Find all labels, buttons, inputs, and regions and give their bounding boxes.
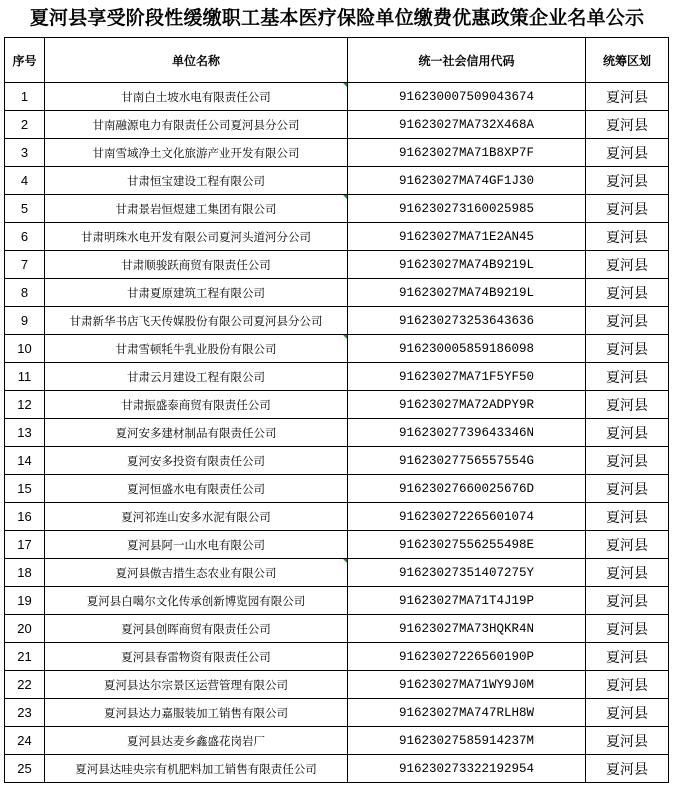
serial-number-text: 23 [17,705,32,720]
table-row [5,251,669,279]
serial-number-cell [5,195,45,223]
serial-number-cell [5,167,45,195]
table-row [5,559,669,587]
credit-code-cell [348,587,586,615]
region-cell [586,755,669,783]
serial-number-cell [5,503,45,531]
table-row [5,531,669,559]
credit-code-cell [348,615,586,643]
region-cell [586,83,669,111]
serial-number-text: 25 [17,761,32,776]
serial-number-cell [5,727,45,755]
company-name-text: 甘肃恒宝建设工程有限公司 [127,173,265,188]
region-cell [586,587,669,615]
credit-code-text: 91623027660025676D [398,481,535,496]
region-text: 夏河县 [606,117,648,134]
table-row [5,727,669,755]
serial-number-text: 19 [17,593,32,608]
credit-code-text: 91623027MA747RLH8W [398,705,535,720]
company-name-text: 甘南雪域净土文化旅游产业开发有限公司 [92,145,300,160]
serial-number-cell [5,251,45,279]
company-name-text: 夏河县达尔宗景区运营管理有限公司 [104,677,288,692]
table-row [5,363,669,391]
table-row [5,755,669,783]
credit-code-cell [348,559,586,587]
region-cell [586,503,669,531]
region-text: 夏河县 [606,565,648,582]
company-name-cell [45,755,348,783]
credit-code-cell [348,251,586,279]
company-name-cell [45,699,348,727]
credit-code-cell [348,671,586,699]
region-text: 夏河县 [606,145,648,162]
header-company-name: 单位名称 [45,38,348,83]
company-name-cell [45,391,348,419]
credit-code-text: 91623027MA72ADPY9R [398,397,535,412]
region-text: 夏河县 [606,509,648,526]
company-name-text: 甘南融源电力有限责任公司夏河县分公司 [92,117,300,132]
credit-code-cell [348,727,586,755]
serial-number-cell [5,139,45,167]
company-name-text: 夏河安多建材制品有限责任公司 [115,425,277,440]
credit-code-cell [348,363,586,391]
company-name-cell [45,419,348,447]
region-cell [586,447,669,475]
company-name-text: 夏河县达麦乡鑫盛花岗岩厂 [127,733,265,748]
credit-code-cell [348,279,586,307]
region-text: 夏河县 [606,313,648,330]
region-cell [586,363,669,391]
company-name-cell [45,307,348,335]
serial-number-text: 24 [17,733,32,748]
serial-number-cell [5,643,45,671]
serial-number-text: 20 [17,621,32,636]
credit-code-cell [348,195,586,223]
region-cell [586,223,669,251]
company-name-text: 夏河县达力嘉服装加工销售有限公司 [104,705,288,720]
region-cell [586,111,669,139]
company-name-cell [45,503,348,531]
serial-number-cell [5,447,45,475]
company-name-cell [45,111,348,139]
credit-code-text: 91623027226560190P [398,649,535,664]
table-row [5,643,669,671]
serial-number-text: 22 [17,677,32,692]
credit-code-text: 91623027351407275Y [398,565,535,580]
company-name-cell [45,587,348,615]
region-text: 夏河县 [606,621,648,638]
serial-number-text: 21 [17,649,32,664]
credit-code-text: 91623027MA71WY9J0M [398,677,535,692]
serial-number-cell [5,559,45,587]
credit-code-text: 91623027756557554G [398,453,535,468]
region-text: 夏河县 [606,761,648,778]
header-region: 统筹区划 [586,38,669,83]
credit-code-text: 91623027MA71B8XP7F [398,145,535,160]
serial-number-text: 10 [17,341,32,356]
credit-code-cell [348,643,586,671]
region-text: 夏河县 [606,369,648,386]
company-name-cell [45,363,348,391]
serial-number-cell [5,111,45,139]
company-name-cell [45,83,348,111]
company-name-cell [45,531,348,559]
table-row [5,587,669,615]
region-text: 夏河县 [606,397,648,414]
page-title: 夏河县享受阶段性缓缴职工基本医疗保险单位缴费优惠政策企业名单公示 [29,7,645,29]
region-text: 夏河县 [606,89,648,106]
table-row [5,699,669,727]
serial-number-text: 12 [17,397,32,412]
table-row [5,111,669,139]
company-name-text: 夏河县傲吉措生态农业有限公司 [115,565,277,580]
region-text: 夏河县 [606,649,648,666]
company-name-text: 甘肃夏原建筑工程有限公司 [127,285,265,300]
serial-number-cell [5,419,45,447]
table-row [5,139,669,167]
credit-code-cell [348,699,586,727]
serial-number-text: 2 [20,117,29,132]
credit-code-text: 91623027MA74GF1J30 [398,173,535,188]
company-name-text: 甘肃景岩恒煜建工集团有限公司 [115,201,277,216]
credit-code-text: 91623027MA71E2AN45 [398,229,535,244]
serial-number-cell [5,531,45,559]
table-row [5,447,669,475]
credit-code-cell [348,111,586,139]
region-text: 夏河县 [606,705,648,722]
serial-number-cell [5,755,45,783]
credit-code-text: 91623027MA73HQKR4N [398,621,535,636]
cell-comment-marker [343,559,347,563]
region-cell [586,335,669,363]
serial-number-text: 11 [17,369,32,384]
serial-number-text: 18 [17,565,32,580]
serial-number-text: 5 [20,201,29,216]
table-row [5,307,669,335]
serial-number-text: 6 [20,229,29,244]
company-name-text: 夏河县阿一山水电有限公司 [127,537,265,552]
company-name-text: 甘肃云月建设工程有限公司 [127,369,265,384]
serial-number-text: 9 [20,313,29,328]
company-name-cell [45,559,348,587]
region-cell [586,671,669,699]
serial-number-text: 17 [17,537,32,552]
company-name-text: 夏河县白噶尔文化传承创新博览园有限公司 [86,593,306,608]
serial-number-text: 15 [17,481,32,496]
credit-code-text: 91623027MA74B9219L [398,285,535,300]
table-header-row [5,38,669,83]
company-name-cell [45,139,348,167]
table-row [5,223,669,251]
region-text: 夏河县 [606,593,648,610]
header-credit-code: 统一社会信用代码 [348,38,586,83]
credit-code-cell [348,531,586,559]
company-name-text: 甘肃雪顿牦牛乳业股份有限公司 [115,341,277,356]
serial-number-text: 8 [20,285,29,300]
company-name-cell [45,167,348,195]
region-text: 夏河县 [606,733,648,750]
company-name-text: 夏河祁连山安多水泥有限公司 [121,509,271,524]
table-row [5,503,669,531]
region-cell [586,559,669,587]
table-row [5,83,669,111]
table-row [5,419,669,447]
table-row [5,615,669,643]
credit-code-text: 916230273160025985 [398,201,535,216]
credit-code-text: 91623027556255498E [398,537,535,552]
company-name-cell [45,671,348,699]
table-body [5,83,669,783]
credit-code-cell [348,755,586,783]
company-name-cell [45,223,348,251]
region-cell [586,279,669,307]
region-cell [586,307,669,335]
cell-comment-marker [343,83,347,87]
region-text: 夏河县 [606,537,648,554]
serial-number-cell [5,587,45,615]
credit-code-cell [348,335,586,363]
serial-number-cell [5,223,45,251]
region-cell [586,419,669,447]
serial-number-text: 14 [17,453,32,468]
serial-number-text: 13 [17,425,32,440]
credit-code-text: 91623027MA74B9219L [398,257,535,272]
region-cell [586,643,669,671]
serial-number-cell [5,475,45,503]
company-name-text: 夏河安多投资有限责任公司 [127,453,265,468]
company-name-cell [45,251,348,279]
serial-number-cell [5,671,45,699]
cell-comment-marker [343,335,347,339]
company-name-cell [45,447,348,475]
credit-code-text: 91623027MA732X468A [398,117,535,132]
credit-code-cell [348,475,586,503]
region-text: 夏河县 [606,173,648,190]
region-cell [586,531,669,559]
region-text: 夏河县 [606,285,648,302]
table-row [5,195,669,223]
credit-code-cell [348,139,586,167]
company-list-table [4,37,669,783]
credit-code-text: 916230005859186098 [398,341,535,356]
company-name-text: 甘肃明珠水电开发有限公司夏河头道河分公司 [81,229,311,244]
table-row [5,391,669,419]
company-name-cell [45,615,348,643]
region-cell [586,727,669,755]
region-text: 夏河县 [606,201,648,218]
table-row [5,335,669,363]
company-name-text: 甘南白土坡水电有限责任公司 [121,89,271,104]
credit-code-cell [348,447,586,475]
credit-code-text: 916230273253643636 [398,313,535,328]
credit-code-text: 916230007509043674 [398,89,535,104]
serial-number-cell [5,391,45,419]
credit-code-cell [348,167,586,195]
credit-code-text: 91623027MA71T4J19P [398,593,535,608]
serial-number-cell [5,699,45,727]
company-name-cell [45,643,348,671]
company-name-cell [45,727,348,755]
serial-number-text: 1 [20,89,29,104]
company-name-text: 夏河县春雷物资有限责任公司 [121,649,271,664]
region-text: 夏河县 [606,257,648,274]
region-cell [586,251,669,279]
region-cell [586,391,669,419]
company-name-cell [45,195,348,223]
serial-number-text: 4 [20,173,29,188]
region-cell [586,195,669,223]
table-row [5,475,669,503]
region-text: 夏河县 [606,341,648,358]
cell-comment-marker [343,195,347,199]
region-cell [586,139,669,167]
region-text: 夏河县 [606,481,648,498]
credit-code-text: 916230272265601074 [398,509,535,524]
company-name-text: 甘肃振盛泰商贸有限责任公司 [121,397,271,412]
serial-number-cell [5,279,45,307]
company-name-text: 夏河县创晖商贸有限责任公司 [121,621,271,636]
credit-code-cell [348,307,586,335]
region-cell [586,167,669,195]
credit-code-text: 91623027MA71F5YF50 [398,369,535,384]
credit-code-cell [348,503,586,531]
credit-code-cell [348,419,586,447]
credit-code-text: 91623027585914237M [398,733,535,748]
region-cell [586,475,669,503]
region-cell [586,699,669,727]
credit-code-text: 91623027739643346N [398,425,535,440]
serial-number-cell [5,307,45,335]
serial-number-cell [5,83,45,111]
company-name-text: 甘肃新华书店飞天传媒股份有限公司夏河县分公司 [69,313,323,328]
credit-code-cell [348,83,586,111]
region-cell [586,615,669,643]
table-row [5,167,669,195]
company-name-text: 夏河县达哇央宗有机肥料加工销售有限责任公司 [75,761,317,776]
serial-number-cell [5,335,45,363]
header-serial-number: 序号 [5,38,45,83]
region-text: 夏河县 [606,425,648,442]
credit-code-cell [348,223,586,251]
serial-number-cell [5,363,45,391]
company-name-text: 甘肃顺骏跃商贸有限责任公司 [121,257,271,272]
region-text: 夏河县 [606,453,648,470]
table-row [5,671,669,699]
serial-number-text: 7 [20,257,29,272]
serial-number-cell [5,615,45,643]
company-name-text: 夏河恒盛水电有限责任公司 [127,481,265,496]
serial-number-text: 16 [17,509,32,524]
company-name-cell [45,335,348,363]
credit-code-cell [348,391,586,419]
credit-code-text: 916230273322192954 [398,761,535,776]
table-row [5,279,669,307]
region-text: 夏河县 [606,677,648,694]
serial-number-text: 3 [20,145,29,160]
company-name-cell [45,475,348,503]
company-name-cell [45,279,348,307]
region-text: 夏河县 [606,229,648,246]
